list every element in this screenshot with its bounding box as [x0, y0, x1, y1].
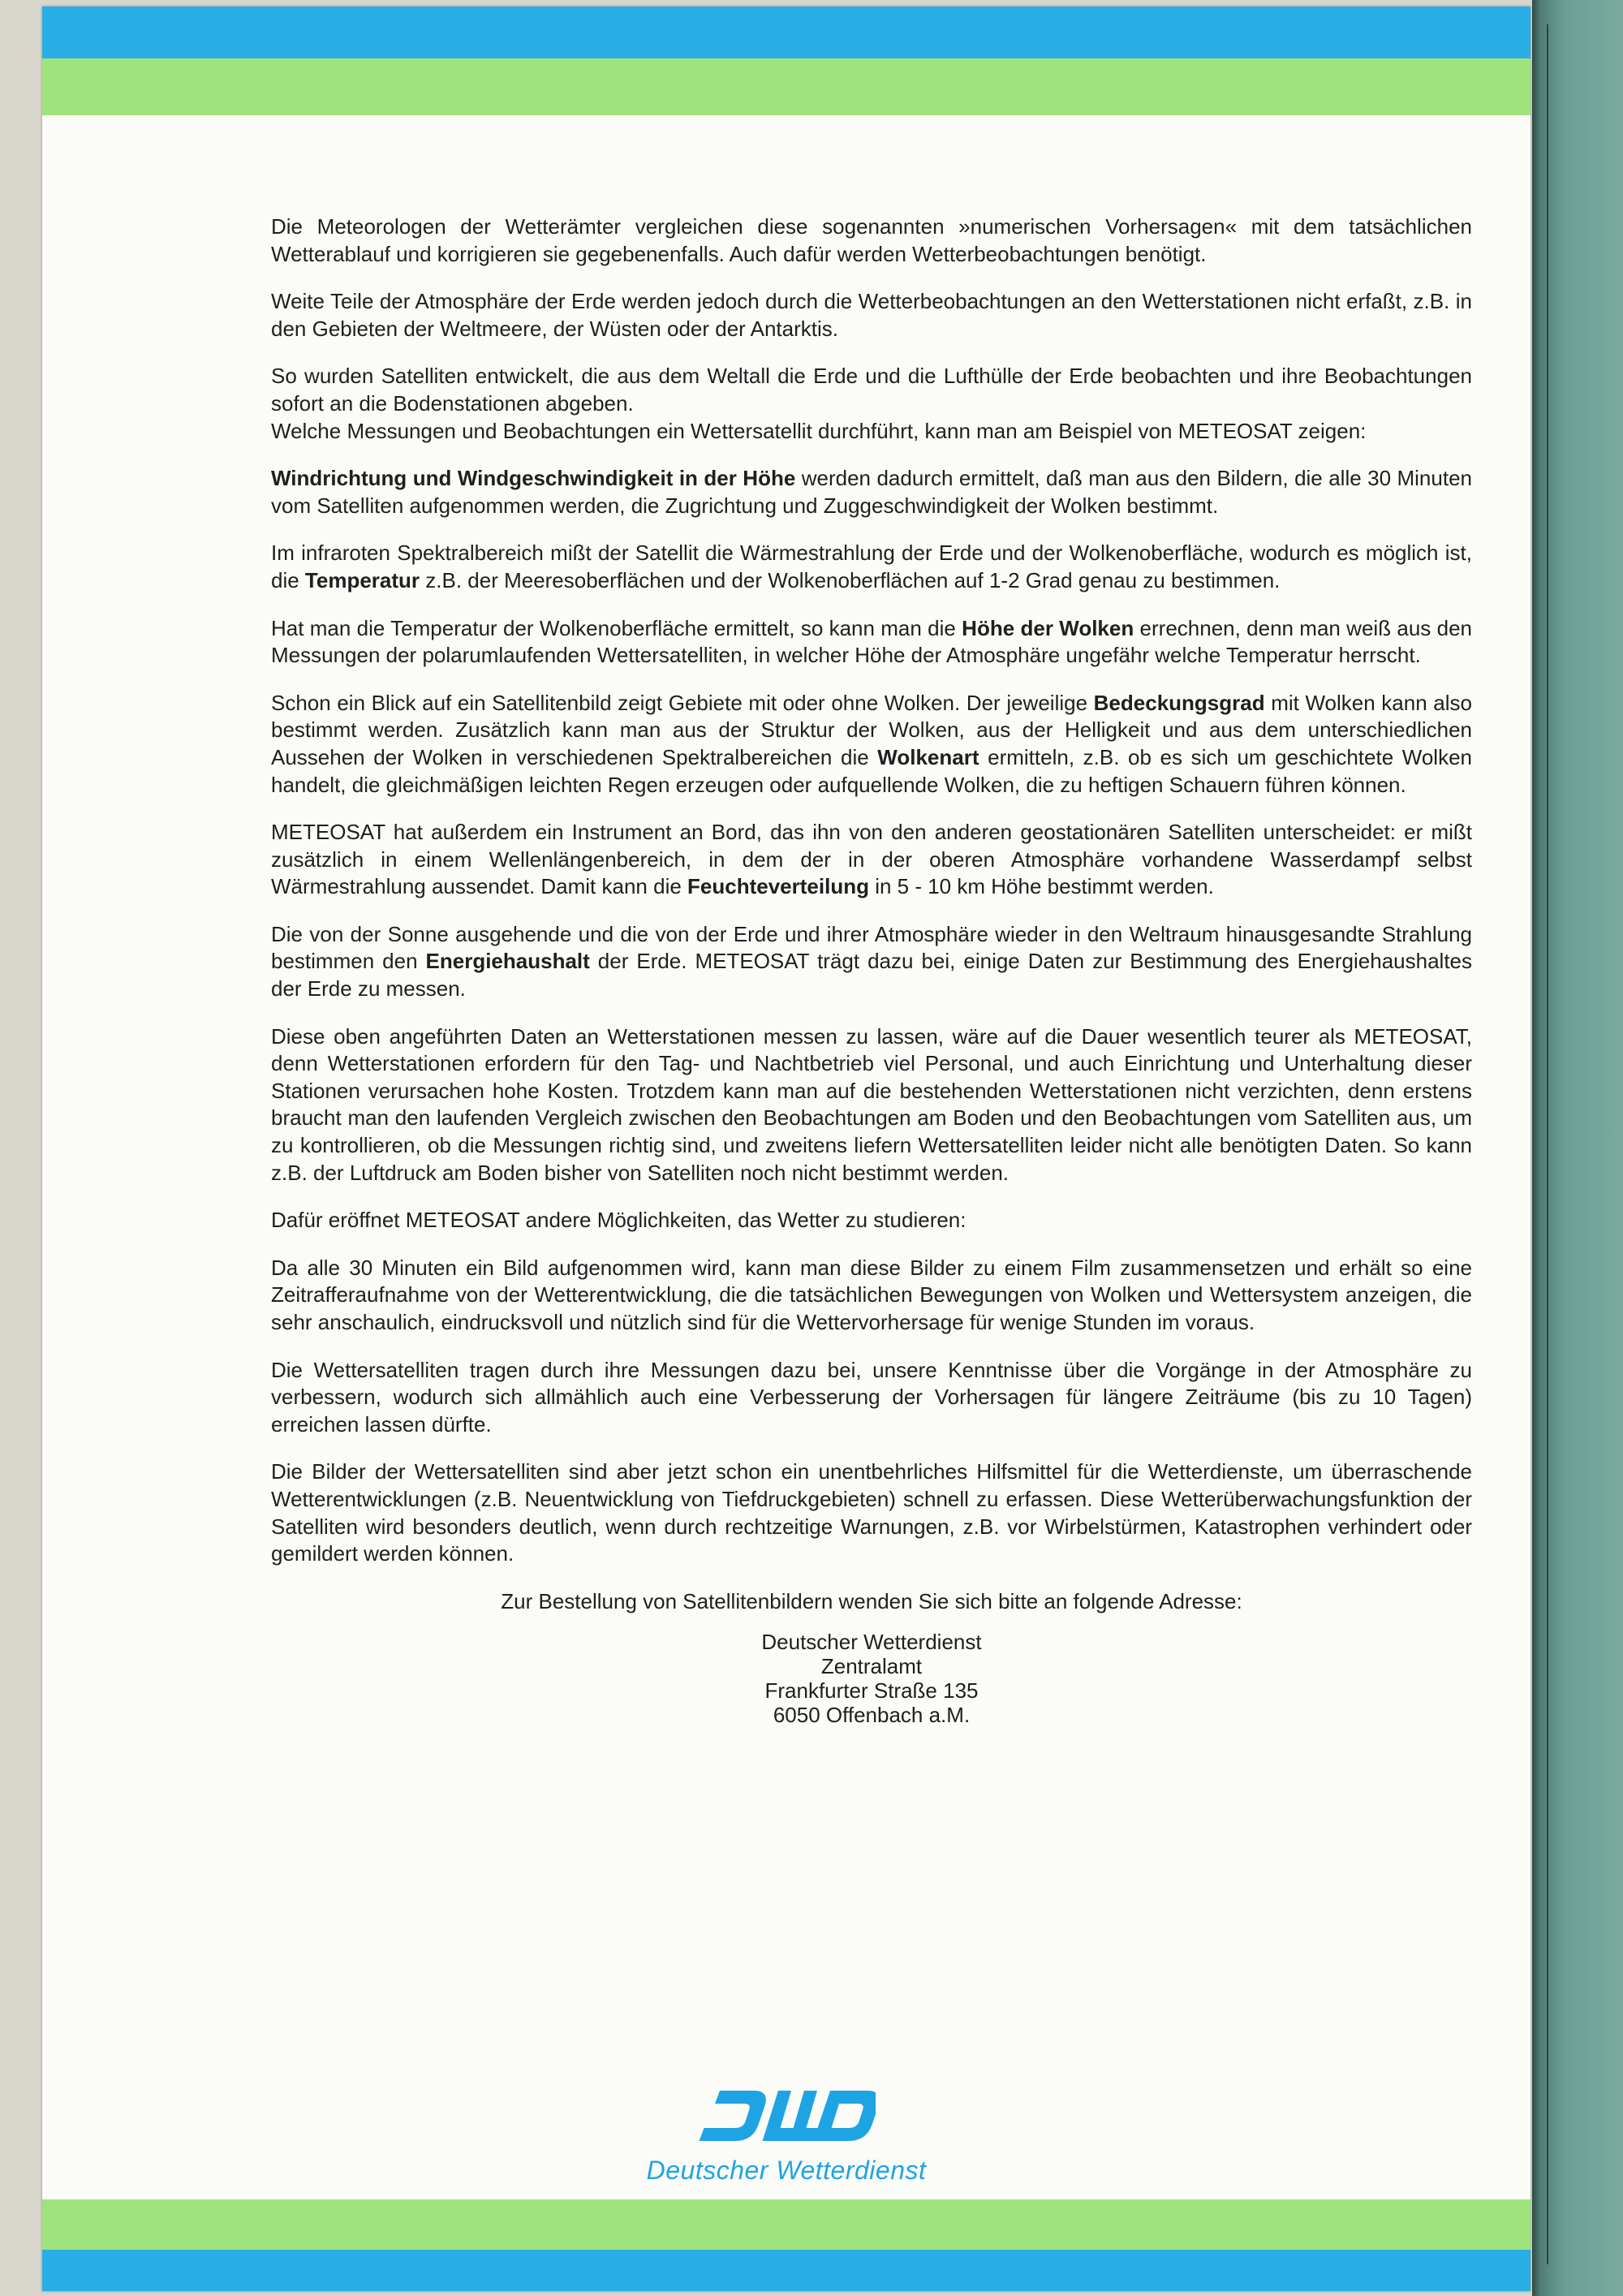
temperature-text-post: z.B. der Meeresoberflächen und der Wolkenoberflächen auf 1-2 Grad genau zu bestimmen. [420, 567, 1281, 592]
dwd-logo-mark [697, 2084, 876, 2149]
term-temperature: Temperatur [304, 567, 420, 592]
humidity-text-post: in 5 - 10 km Höhe bestimmt werden. [868, 874, 1214, 899]
paragraph-numerical-forecasts: Die Meteorologen der Wetterämter vergleichen diese sogenannten »numerischen Vorhersagen« mit dem tatsächlichen Wetterablauf und korrigieren sie gegebenenfalls. Auch dafür werden Wetterbeobachtungen benötigt. [271, 214, 1472, 266]
address-line-office: Zentralamt [820, 1654, 923, 1679]
paragraph-knowledge: Die Wettersatelliten tragen durch ihre Messungen dazu bei, unsere Kenntnisse über die Vorgänge in der Atmosphäre zu verbessern, wodurch sich allmählich auch eine Verbesserung der Vorhersagen für längere Zeiträume (bis zu 10 Tagen) erreichen lassen dürfte. [271, 1357, 1472, 1437]
paragraph-warnings: Die Bilder der Wettersatelliten sind aber jetzt schon ein unentbehrliches Hilfsmittel für die Wetterdienste, um überraschende Wetterentwicklungen (z.B. Neuentwicklung von Tiefdruckgebieten) schnell zu erfassen. Diese Wetterüberwachungsfunktion der Satelliten wird besonders deutlich, wenn durch rechtzeitige Warnungen, z.B. vor Wirbelstürmen, Katastrophen verhindert oder gemildert werden können. [271, 1459, 1472, 1566]
paragraph-humidity [271, 819, 1472, 901]
humidity-text-pre: METEOSAT hat außerdem ein Instrument an Bord, das ihn von den anderen geostationären Satelliten unterscheidet: er mißt zusätzlich in einem Wellenlängenbereich, in dem der in der oberen Atmosphäre vorhandene Wasserdampf selbst Wärmestrahlung aussendet. Damit kann die [271, 820, 1472, 899]
paragraph-cloud-cover [271, 690, 1472, 799]
paragraph-cloud-height [271, 615, 1472, 670]
paragraph-time-lapse: Da alle 30 Minuten ein Bild aufgenommen wird, kann man diese Bilder zu einem Film zusammensetzen und erhält so eine Zeitrafferaufnahme von der Wetterentwicklung, die die tatsächlichen Bewegungen von Wolken und Wettersystem anzeigen, die sehr anschaulich, eindrucksvoll und nützlich sind für die Wettervorhersage für wenige Stunden im voraus. [271, 1255, 1472, 1334]
bottom-green-stripe [42, 2199, 1530, 2250]
top-blue-stripe [42, 6, 1530, 58]
cover-shadow-line [1547, 24, 1548, 2264]
bottom-blue-stripe [42, 2250, 1530, 2291]
temperature-text-pre: Im infraroten Spektralbereich mißt der Satellit die Wärmestrahlung der Erde und der Wolkenoberfläche, wodurch es möglich ist, die [271, 541, 1472, 592]
term-energy: Energiehaushalt [425, 949, 590, 974]
dwd-logo [42, 2084, 1530, 2149]
term-coverage: Bedeckungsgrad [1093, 690, 1265, 715]
term-humidity: Feuchteverteilung [687, 874, 869, 899]
address-line-street: Frankfurter Straße 135 [764, 1678, 979, 1704]
paragraph-costs: Diese oben angeführten Daten an Wetterstationen messen zu lassen, wäre auf die Dauer wesentlich teurer als METEOSAT, denn Wetterstationen erfordern für den Tag- und Nachtbetrieb viel Personal, und auch Einrichtung und Unterhaltung dieser Stationen verursachen hohe Kosten. Trotzdem kann man auf die bestehenden Wetterstationen nicht verzichten, denn erstens braucht man den laufenden Vergleich zwischen den Beobachtungen am Boden und den Beobachtungen vom Satelliten aus, um zu kontrollieren, ob die Messungen richtig sind, und zweitens liefern Wettersatelliten leider nicht alle benötigten Daten. So kann z.B. der Luftdruck am Boden bisher von Satelliten noch nicht bestimmt werden. [271, 1023, 1472, 1185]
document-page [42, 6, 1530, 2291]
binder-cover-edge [1532, 0, 1623, 2296]
body-text [271, 213, 1472, 1727]
paragraph-coverage-gaps: Weite Teile der Atmosphäre der Erde werden jedoch durch die Wetterbeobachtungen an den Wetterstationen nicht erfaßt, z.B. in den Gebieten der Weltmeere, der Wüsten oder der Antarktis. [271, 289, 1472, 341]
coverage-text-post: ermitteln, z.B. ob es sich um geschichtete Wolken handelt, die gleichmäßigen leichten Regen erzeugen oder aufquellende Wolken, die zu heftigen Schauern führen können. [271, 744, 1472, 797]
logo-caption: Deutscher Wetterdienst [646, 2156, 927, 2185]
cloud-height-text-pre: Hat man die Temperatur der Wolkenoberfläche ermittelt, so kann man die [271, 615, 962, 640]
postal-address [271, 1630, 1472, 1727]
term-cloud-type: Wolkenart [877, 744, 979, 769]
energy-text-post: der Erde. METEOSAT trägt dazu bei, einige Daten zur Bestimmung des Energiehaushaltes der Erde zu messen. [271, 949, 1472, 1002]
paragraph-meteosat-example: Welche Messungen und Beobachtungen ein Wettersatellit durchführt, kann man am Beispiel von METEOSAT zeigen: [271, 418, 1367, 443]
cloud-height-text-post: errechnen, denn man weiß aus den Messungen der polarumlaufenden Wettersatelliten, in welcher Höhe der Atmosphäre ungefähr welche Temperatur herrscht. [271, 615, 1472, 668]
paragraph-possibilities: Dafür eröffnet METEOSAT andere Möglichkeiten, das Wetter zu studieren: [271, 1208, 966, 1233]
paragraph-energy [271, 921, 1472, 1003]
term-cloud-height: Höhe der Wolken [962, 615, 1134, 640]
paragraph-satellites-developed: So wurden Satelliten entwickelt, die aus dem Weltall die Erde und die Lufthülle der Erde beobachten und ihre Beobachtungen sofort an die Bodenstationen abgeben. [271, 364, 1472, 416]
paragraph-wind [271, 465, 1472, 519]
term-wind: Windrichtung und Windgeschwindigkeit in der Höhe [271, 466, 796, 491]
wind-text: werden dadurch ermittelt, daß man aus den Bildern, die alle 30 Minuten vom Satelliten aufgenommen werden, die Zugrichtung und Zuggeschwindigkeit der Wolken bestimmt. [271, 466, 1472, 518]
paragraph-temperature [271, 540, 1472, 594]
coverage-text-mid: mit Wolken kann also bestimmt werden. Zusätzlich kann man aus der Struktur der Wolken, aus der Helligkeit und aus dem unterschiedlichen Aussehen der Wolken in verschiedenen Spektralbereichen die [271, 690, 1472, 769]
energy-text-pre: Die von der Sonne ausgehende und die von der Erde und ihrer Atmosphäre wieder in den Weltraum hinausgesandte Strahlung bestimmen den [271, 921, 1472, 974]
top-green-stripe [42, 58, 1530, 115]
order-instruction: Zur Bestellung von Satellitenbildern wenden Sie sich bitte an folgende Adresse: [501, 1588, 1242, 1613]
coverage-text-pre: Schon ein Blick auf ein Satellitenbild zeigt Gebiete mit oder ohne Wolken. Der jeweilige [271, 690, 1094, 715]
address-line-city: 6050 Offenbach a.M. [773, 1703, 971, 1728]
address-line-organisation: Deutscher Wetterdienst [761, 1630, 982, 1655]
